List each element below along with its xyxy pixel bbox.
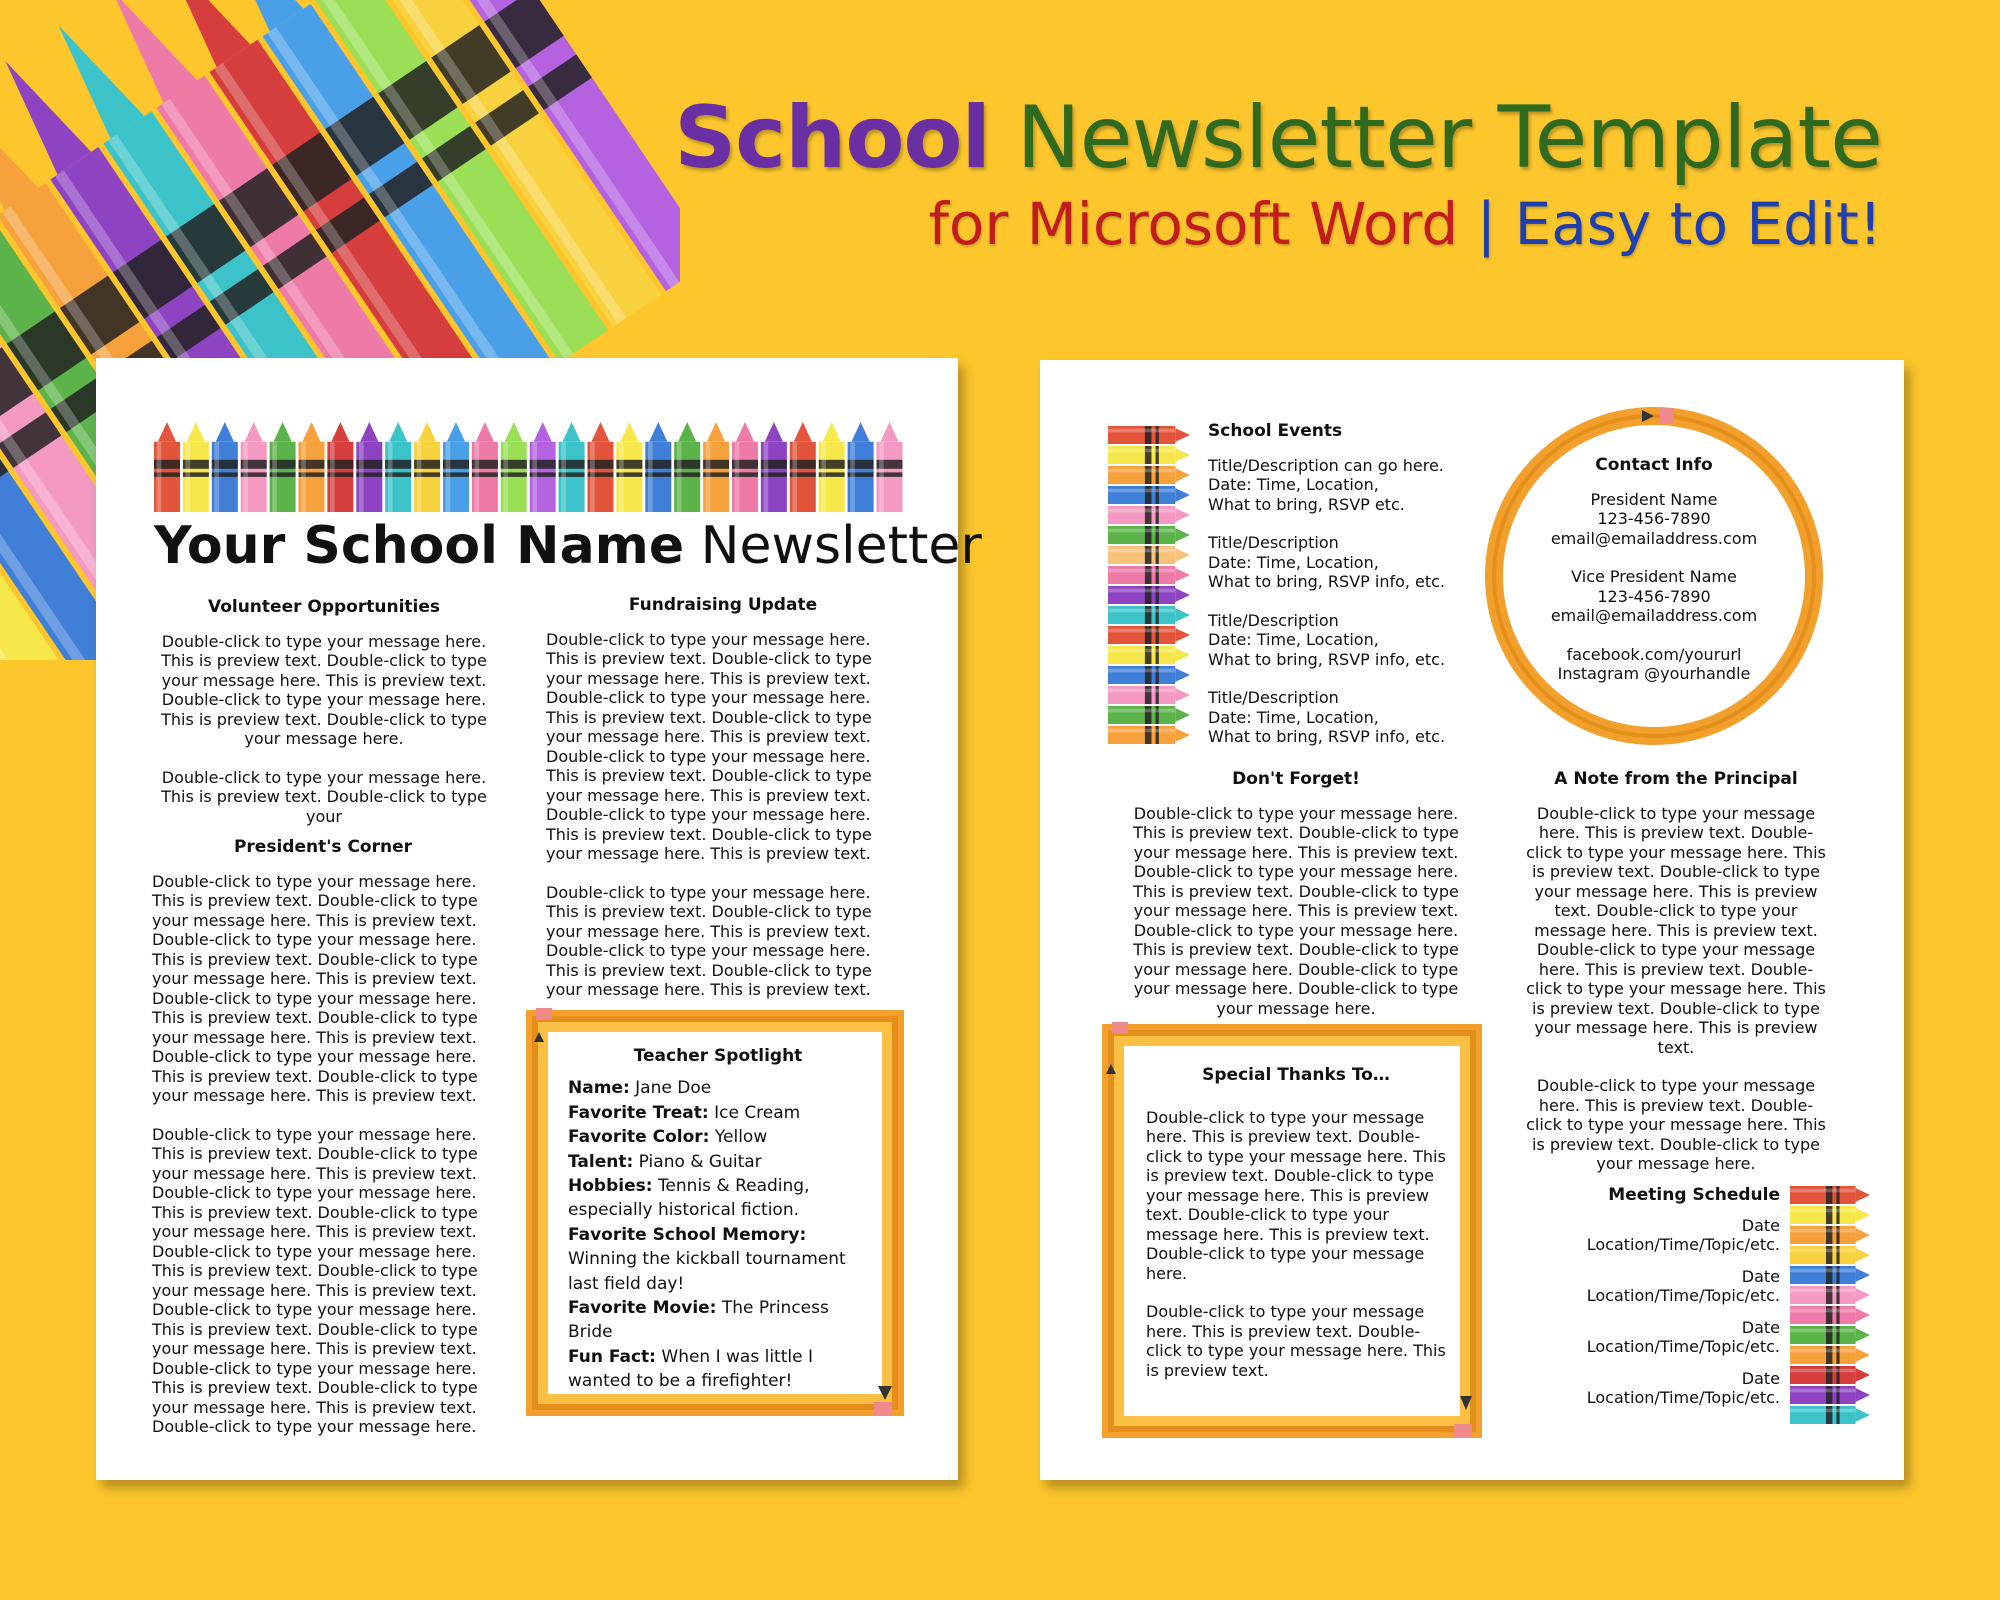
event-date: Date: Time, Location, [1208, 707, 1379, 727]
event-title: Title/Description [1208, 688, 1339, 707]
crayon-band [1836, 1406, 1839, 1424]
volunteer-heading: Volunteer Opportunities [207, 597, 441, 617]
event-item[interactable] [1208, 688, 1488, 747]
crayon-body [1790, 1186, 1856, 1204]
crayon-shine [532, 442, 537, 512]
crayon-shine [1108, 509, 1175, 513]
crayon-body [1790, 1206, 1856, 1224]
special-thanks-frame [1102, 1022, 1484, 1440]
spotlight-row[interactable] [568, 1345, 868, 1394]
vp-email: email@emailaddress.com [1550, 606, 1758, 625]
president-name: President Name [1590, 489, 1718, 509]
crayon-tip [389, 422, 407, 442]
crayon-tip [1856, 1368, 1870, 1382]
spotlight-label: Fun Fact: [568, 1346, 656, 1367]
crayon-tip [216, 422, 234, 442]
spotlight-value: Piano & Guitar [638, 1151, 762, 1172]
crayon-shine [1790, 1409, 1856, 1413]
crayon-tip [1175, 608, 1190, 622]
volunteer-text-2[interactable]: Double-click to type your message here. This is preview text. Double-click to type your [161, 767, 487, 826]
crayon-band [1836, 1206, 1839, 1224]
spotlight-value: When I was little I wanted to be a firefighter! [568, 1346, 813, 1392]
crayon-shine [186, 442, 191, 512]
school-name[interactable]: Your School Name [154, 516, 685, 576]
meeting-item[interactable] [1480, 1267, 1780, 1306]
crayon-band [1826, 1306, 1832, 1324]
subtitle-word: for Microsoft Word [928, 190, 1459, 258]
event-details: What to bring, RSVP etc. [1208, 494, 1405, 514]
spotlight-row[interactable] [568, 1174, 868, 1223]
dont-forget-text[interactable]: Double-click to type your message here. This is preview text. Double-click to type your message here. This is preview text. Double-click to type your message here. This is preview text. Double-click to type your message here. This is preview text. Double-click to type your message here. This is preview text. Double-click to type your message here. Double-click to type your message here. Double-click to type your message here. [1133, 803, 1459, 1018]
meeting-detail: Location/Time/Topic/etc. [1586, 1388, 1780, 1407]
crayon-tip [1175, 528, 1190, 542]
crayon-tip [765, 422, 783, 442]
crayon-shine [1108, 489, 1175, 493]
crayon-tip [274, 422, 292, 442]
crayon-tip [476, 422, 494, 442]
presidents-corner-text-1[interactable]: Double-click to type your message here. This is preview text. Double-click to type your message here. This is preview text. Double-click to type your message here. This is preview text. Double-click to type your message here. This is preview text. Double-click to type your message here. This is preview text. Double-click to type your message here. This is preview text. Double-click to type your message here. This is preview text. Double-click to type your message here. This is preview text. [152, 871, 478, 1105]
crayon-band [1836, 1186, 1839, 1204]
event-date: Date: Time, Location, [1208, 630, 1379, 649]
crayon-tip [1856, 1388, 1870, 1402]
crayon-shine [1108, 689, 1175, 693]
event-title: Title/Description can go here. [1208, 455, 1444, 475]
crayon-shine [1108, 729, 1175, 733]
social-links[interactable] [1484, 645, 1824, 684]
crayon-shine [706, 442, 711, 512]
crayon-tip [1175, 448, 1190, 462]
meeting-schedule-section [1480, 1186, 1780, 1420]
contact-info-heading: Contact Info [1595, 455, 1713, 475]
crayon-band [1836, 1366, 1839, 1384]
subtitle [929, 190, 1882, 258]
crayon-shine [1108, 449, 1175, 453]
special-thanks-heading: Special Thanks To… [1202, 1065, 1390, 1085]
crayon-shine [1790, 1209, 1856, 1213]
event-item[interactable] [1208, 456, 1488, 515]
event-item[interactable] [1208, 533, 1488, 592]
crayon-tip [1856, 1188, 1870, 1202]
volunteer-text-1[interactable]: Double-click to type your message here. This is preview text. Double-click to type your message here. This is preview text. Double-click to type your message here. This is preview text. Double-click to type your message here. [161, 631, 487, 748]
crayon-body [1790, 1346, 1856, 1364]
spotlight-row[interactable] [568, 1076, 868, 1100]
dont-forget-section [1116, 770, 1476, 1037]
crayon-stack-left-illustration [1108, 426, 1190, 748]
crayon-band [1836, 1306, 1839, 1324]
crayon-tip [331, 422, 349, 442]
crayon-tip [678, 422, 696, 442]
meeting-date: Date [1741, 1317, 1780, 1337]
fundraising-text-2[interactable]: Double-click to type your message here. This is preview text. Double-click to type your message here. This is preview text. Double-click to type your message here. This is preview text. Double-click to type your message here. This is preview text. [546, 882, 872, 999]
crayon-body [1790, 1326, 1856, 1344]
spotlight-label: Favorite School Memory: [568, 1224, 807, 1245]
crayon-tip [1856, 1208, 1870, 1222]
teacher-spotlight-heading: Teacher Spotlight [633, 1046, 803, 1066]
crayon-band [1826, 1326, 1832, 1344]
crayon-shine [330, 442, 335, 512]
crayon-shine [1790, 1269, 1856, 1273]
presidents-corner-text-2[interactable]: Double-click to type your message here. This is preview text. Double-click to type your message here. This is preview text. Double-click to type your message here. This is preview text. Double-click to type your message here. This is preview text. Double-click to type your message here. This is preview text. Double-click to type your message here. This is preview text. Double-click to type your message here. This is preview text. Double-click to type your message here. This is preview text. Double-click to type your message here. This is preview text. Double-click to type your message here. This is preview text. Double-click to type your message here. [152, 1124, 478, 1436]
crayon-shine [1790, 1289, 1856, 1293]
crayon-tip [1175, 648, 1190, 662]
meeting-item[interactable] [1480, 1318, 1780, 1357]
event-title: Title/Description [1208, 610, 1339, 630]
crayon-shine [1108, 669, 1175, 673]
crayon-row-illustration [152, 422, 904, 512]
main-title [674, 88, 1882, 188]
crayon-tip [0, 50, 91, 175]
spotlight-value: Tennis & Reading, especially historical fiction. [568, 1176, 810, 1221]
spotlight-row[interactable] [568, 1150, 868, 1174]
spotlight-label: Favorite Treat: [568, 1102, 709, 1123]
fundraising-text-1[interactable]: Double-click to type your message here. This is preview text. Double-click to type your message here. This is preview text. Double-click to type your message here. This is preview text. Double-click to type your message here. This is preview text. Double-click to type your message here. This is preview text. Double-click to type your message here. This is preview text. Double-click to type your message here. This is preview text. Double-click to type your message here. This is preview text. [546, 629, 872, 863]
crayon-shine [1790, 1229, 1856, 1233]
meeting-date: Date [1741, 1368, 1780, 1388]
crayon-shine [417, 442, 422, 512]
main-title-school: School [674, 88, 990, 188]
crayon-band [1836, 1246, 1839, 1264]
spotlight-value: The Princess Bride [568, 1298, 829, 1343]
president-phone: 123-456-7890 [1597, 509, 1711, 528]
crayon-body [1790, 1286, 1856, 1304]
crayon-tip [649, 422, 667, 442]
spotlight-label: Favorite Color: [568, 1127, 710, 1148]
meeting-detail: Location/Time/Topic/etc. [1586, 1337, 1780, 1356]
crayon-band [1836, 1386, 1839, 1404]
event-item[interactable] [1208, 611, 1488, 670]
spotlight-row[interactable] [568, 1223, 868, 1296]
vp-phone: 123-456-7890 [1597, 586, 1711, 606]
principal-note-section [1524, 770, 1828, 1193]
crayon-tip [707, 422, 725, 442]
crayon-tip [1175, 688, 1190, 702]
meeting-detail: Location/Time/Topic/etc. [1586, 1286, 1780, 1305]
event-date: Date: Time, Location, [1208, 552, 1379, 572]
crayon-shine [1790, 1329, 1856, 1333]
crayon-shine [821, 442, 826, 512]
spotlight-row[interactable] [568, 1101, 868, 1125]
crayon-tip [620, 422, 638, 442]
crayon-shine [1790, 1249, 1856, 1253]
crayon-tip [505, 422, 523, 442]
volunteer-section [154, 598, 494, 845]
crayon-tip [591, 422, 609, 442]
crayon-shine [735, 442, 740, 512]
crayon-shine [677, 442, 682, 512]
spotlight-value: Jane Doe [635, 1078, 712, 1099]
crayon-tip [1175, 568, 1190, 582]
crayon-tip [1175, 708, 1190, 722]
crayon-band [1836, 1226, 1839, 1244]
spotlight-label: Favorite Movie: [568, 1298, 717, 1319]
crayon-shine [475, 442, 480, 512]
crayon-band [1836, 1346, 1839, 1364]
crayon-shine [1108, 629, 1175, 633]
crayon-shine [590, 442, 595, 512]
crayon-tip [1175, 588, 1190, 602]
crayon-band [1826, 1186, 1832, 1204]
crayon-tip [1856, 1408, 1870, 1422]
crayon-body [1790, 1306, 1856, 1324]
school-events-section [1208, 422, 1488, 766]
crayon-tip [534, 422, 552, 442]
presidents-corner-section [152, 838, 494, 1456]
crayon-tip [1856, 1228, 1870, 1242]
crayon-tip [1175, 548, 1190, 562]
event-title: Title/Description [1208, 533, 1339, 552]
crayon-shine [1108, 609, 1175, 613]
crayon-shine [359, 442, 364, 512]
newsletter-word: Newsletter [700, 516, 982, 576]
meeting-date: Date [1741, 1266, 1780, 1286]
crayon-shine [446, 442, 451, 512]
crayon-tip [302, 422, 320, 442]
crayon-tip [1175, 668, 1190, 682]
crayon-shine [1790, 1349, 1856, 1353]
crayon-shine [1790, 1309, 1856, 1313]
crayon-band [1826, 1366, 1832, 1384]
crayon-tip [187, 422, 205, 442]
spotlight-row[interactable] [568, 1296, 868, 1345]
crayon-shine [1108, 429, 1175, 433]
crayon-shine [1790, 1189, 1856, 1193]
dont-forget-heading: Don't Forget! [1232, 769, 1360, 789]
spotlight-value: Ice Cream [714, 1102, 801, 1123]
contact-info [1484, 406, 1824, 703]
crayon-body [1790, 1246, 1856, 1264]
crayon-stack-right-illustration [1790, 1186, 1870, 1430]
crayon-shine [503, 442, 508, 512]
crayon-tip [880, 422, 898, 442]
crayon-shine [1108, 529, 1175, 533]
crayon-shine [879, 442, 884, 512]
crayon-shine [1790, 1369, 1856, 1373]
special-thanks-text-2[interactable]: Double-click to type your message here. This is preview text. Double-click to type your message here. This is preview text. [1146, 1302, 1446, 1380]
fundraising-section [546, 596, 900, 1019]
crayon-shine [1108, 649, 1175, 653]
crayon-shine [648, 442, 653, 512]
newsletter-page-2 [1040, 360, 1904, 1480]
spotlight-label: Talent: [568, 1151, 634, 1172]
crayon-band [1826, 1346, 1832, 1364]
event-date: Date: Time, Location, [1208, 475, 1379, 494]
crayon-tip [1175, 508, 1190, 522]
crayon-shine [792, 442, 797, 512]
crayon-shine [1108, 709, 1175, 713]
newsletter-title [154, 516, 982, 576]
meeting-detail: Location/Time/Topic/etc. [1586, 1235, 1780, 1254]
event-details: What to bring, RSVP info, etc. [1208, 572, 1446, 591]
principal-note-text-2[interactable]: Double-click to type your message here. This is preview text. Double-click to type your message here. This is preview text. Double-click to type your message here. [1526, 1076, 1826, 1173]
event-details: What to bring, RSVP info, etc. [1208, 649, 1446, 669]
spotlight-label: Name: [568, 1078, 630, 1099]
crayon-body [1790, 1406, 1856, 1424]
newsletter-page-1 [96, 358, 982, 1480]
crayon-shine [561, 442, 566, 512]
crayon-shine [1108, 549, 1175, 553]
crayon-tip [447, 422, 465, 442]
crayon-body [1790, 1226, 1856, 1244]
crayon-tip [1856, 1268, 1870, 1282]
crayon-tip [1856, 1308, 1870, 1322]
fundraising-heading: Fundraising Update [628, 595, 818, 615]
president-email: email@emailaddress.com [1550, 528, 1758, 548]
crayon-shine [388, 442, 393, 512]
presidents-corner-heading: President's Corner [233, 837, 413, 857]
spotlight-value: Yellow [714, 1127, 768, 1148]
crayon-tip [1856, 1348, 1870, 1362]
crayon-shine [619, 442, 624, 512]
spotlight-label: Hobbies: [568, 1176, 653, 1197]
teacher-spotlight [568, 1044, 868, 1394]
crayon-tip [1856, 1288, 1870, 1302]
teacher-spotlight-frame [526, 1008, 906, 1418]
main-title-rest: Newsletter Template [1016, 88, 1882, 188]
crayon-body [1790, 1366, 1856, 1384]
crayon-band [1836, 1326, 1839, 1344]
crayon-tip [1856, 1328, 1870, 1342]
crayon-tip [360, 422, 378, 442]
crayon-band [1826, 1406, 1832, 1424]
crayon-shine [243, 442, 248, 512]
subtitle-easy: Easy to Edit! [1514, 190, 1882, 258]
crayon-shine [1108, 569, 1175, 573]
crayon-tip [158, 422, 176, 442]
crayon-band [1836, 1266, 1839, 1284]
crayon-tip [245, 422, 263, 442]
principal-note-text-1[interactable]: Double-click to type your message here. This is preview text. Double-click to type your message here. This is preview text. Double-click to type your message here. This is preview text. Double-click to type your message here. This is preview text. Double-click to type your message here. This is preview text. Double-click to type your message here. This is preview text. Double-click to type your message here. This is preview text. [1526, 803, 1826, 1057]
instagram-handle: Instagram @yourhandle [1557, 664, 1751, 683]
facebook-link: facebook.com/yoururl [1566, 644, 1742, 664]
meeting-item[interactable] [1480, 1369, 1780, 1408]
crayon-tip [794, 422, 812, 442]
crayon-tip [1175, 628, 1190, 642]
crayon-band [1826, 1266, 1832, 1284]
crayon-tip [1175, 728, 1190, 742]
crayon-band [1826, 1286, 1832, 1304]
crayon-shine [764, 442, 769, 512]
event-details: What to bring, RSVP info, etc. [1208, 727, 1446, 746]
crayon-tip [736, 422, 754, 442]
meeting-item[interactable] [1480, 1216, 1780, 1255]
crayon-band [1826, 1246, 1832, 1264]
crayon-shine [301, 442, 306, 512]
crayon-tip [852, 422, 870, 442]
meeting-date: Date [1741, 1215, 1780, 1235]
crayon-tip [1175, 428, 1190, 442]
crayon-body [1790, 1386, 1856, 1404]
special-thanks-text-1[interactable]: Double-click to type your message here. This is preview text. Double-click to type your message here. This is preview text. Double-click to type your message here. This is preview text. Double-click to type your message here. This is preview text. Double-click to type your message here. [1146, 1107, 1446, 1283]
crayon-body [1790, 1266, 1856, 1284]
crayon-shine [157, 442, 162, 512]
crayon-shine [272, 442, 277, 512]
vp-name: Vice President Name [1571, 567, 1737, 586]
crayon-band [1826, 1226, 1832, 1244]
crayon-shine [214, 442, 219, 512]
special-thanks [1146, 1066, 1446, 1399]
crayon-tip [1175, 468, 1190, 482]
subtitle-separator: | [1476, 190, 1497, 258]
president-contact[interactable] [1484, 490, 1824, 549]
spotlight-row[interactable] [568, 1125, 868, 1149]
crayon-tip [1856, 1248, 1870, 1262]
crayon-tip [1175, 488, 1190, 502]
principal-note-heading: A Note from the Principal [1554, 769, 1798, 789]
crayon-tip [418, 422, 436, 442]
spotlight-value: Winning the kickball tournament last field day! [568, 1249, 846, 1294]
crayon-shine [1108, 469, 1175, 473]
crayon-tip [823, 422, 841, 442]
crayon-shine [850, 442, 855, 512]
vice-president-contact[interactable] [1484, 567, 1824, 626]
crayon-shine [1790, 1389, 1856, 1393]
crayon-shine [1108, 589, 1175, 593]
crayon-band [1826, 1386, 1832, 1404]
crayon-band [1826, 1206, 1832, 1224]
meeting-schedule-heading: Meeting Schedule [1608, 1185, 1780, 1205]
contact-info-circle [1484, 406, 1824, 746]
crayon-band [1836, 1286, 1839, 1304]
crayon-tip [563, 422, 581, 442]
school-events-heading: School Events [1208, 421, 1343, 441]
